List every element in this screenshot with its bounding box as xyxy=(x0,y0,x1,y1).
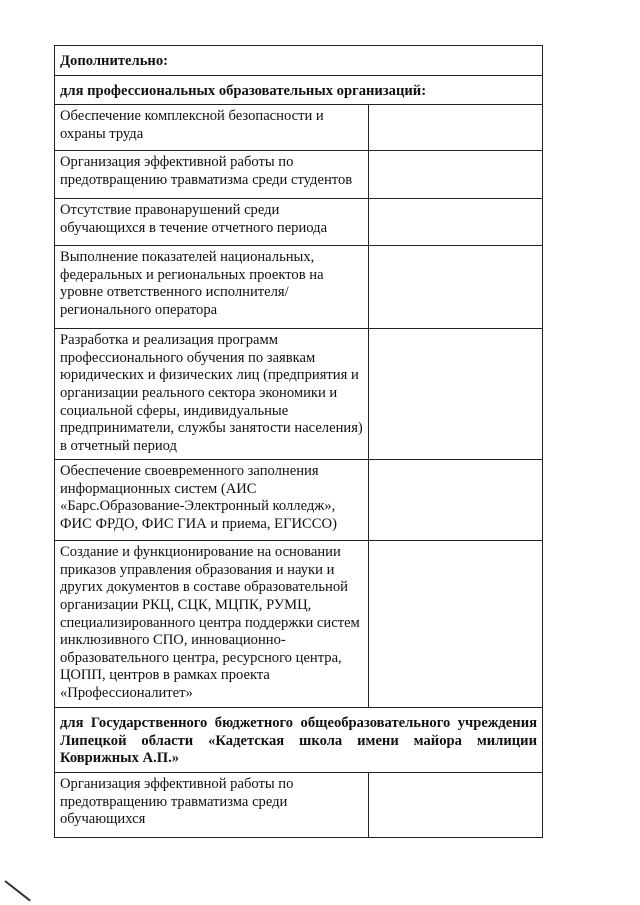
criterion-cell: Разработка и реализация программ профессионального обучения по заявкам юридических и физических лиц (предприятия и организации реального сектора экономики и социальной сферы, индивидуальные предприниматели, службы занятости населения) в отчетный период xyxy=(55,329,369,460)
value-cell xyxy=(369,151,543,199)
pen-stroke-mark xyxy=(4,880,30,901)
value-cell xyxy=(369,246,543,329)
value-cell xyxy=(369,541,543,708)
section-heading: Дополнительно: xyxy=(55,46,543,76)
value-cell xyxy=(369,460,543,541)
criterion-cell: Выполнение показателей национальных, федеральных и региональных проектов на уровне ответственного исполнителя/регионального оператора xyxy=(55,246,369,329)
criterion-cell: Обеспечение своевременного заполнения информационных систем (АИС «Барс.Образование-Электронный колледж», ФИС ФРДО, ФИС ГИА и приема, ЕГИССО) xyxy=(55,460,369,541)
criterion-cell: Создание и функционирование на основании приказов управления образования и науки и других документов в составе образовательной организации РКЦ, СЦК, МЦПК, РУМЦ, специализированного центра поддержки систем инклюзивного СПО, инновационно-образовательного центра, ресурсного центра, ЦОПП, центров в рамках проекта «Профессионалитет» xyxy=(55,541,369,708)
value-cell xyxy=(369,199,543,246)
table-row xyxy=(55,329,543,460)
table-row xyxy=(55,105,543,151)
table-row xyxy=(55,541,543,708)
section-row-additional xyxy=(55,46,543,76)
table-row xyxy=(55,246,543,329)
section-row-prof-orgs xyxy=(55,75,543,105)
table-row xyxy=(55,151,543,199)
value-cell xyxy=(369,105,543,151)
criterion-cell: Обеспечение комплексной безопасности и охраны труда xyxy=(55,105,369,151)
criterion-cell: Организация эффективной работы по предотвращению травматизма среди студентов xyxy=(55,151,369,199)
table-row xyxy=(55,772,543,837)
section-row-school xyxy=(55,708,543,773)
value-cell xyxy=(369,772,543,837)
value-cell xyxy=(369,329,543,460)
section-heading: для Государственного бюджетного общеобразовательного учреждения Липецкой области «Кадетская школа имени майора милиции Коврижных А.П.» xyxy=(55,708,543,773)
criterion-cell: Отсутствие правонарушений среди обучающихся в течение отчетного периода xyxy=(55,199,369,246)
criterion-cell: Организация эффективной работы по предотвращению травматизма среди обучающихся xyxy=(55,772,369,837)
table-row xyxy=(55,460,543,541)
table-row xyxy=(55,199,543,246)
criteria-table xyxy=(54,45,543,838)
section-heading: для профессиональных образовательных организаций: xyxy=(55,75,543,105)
